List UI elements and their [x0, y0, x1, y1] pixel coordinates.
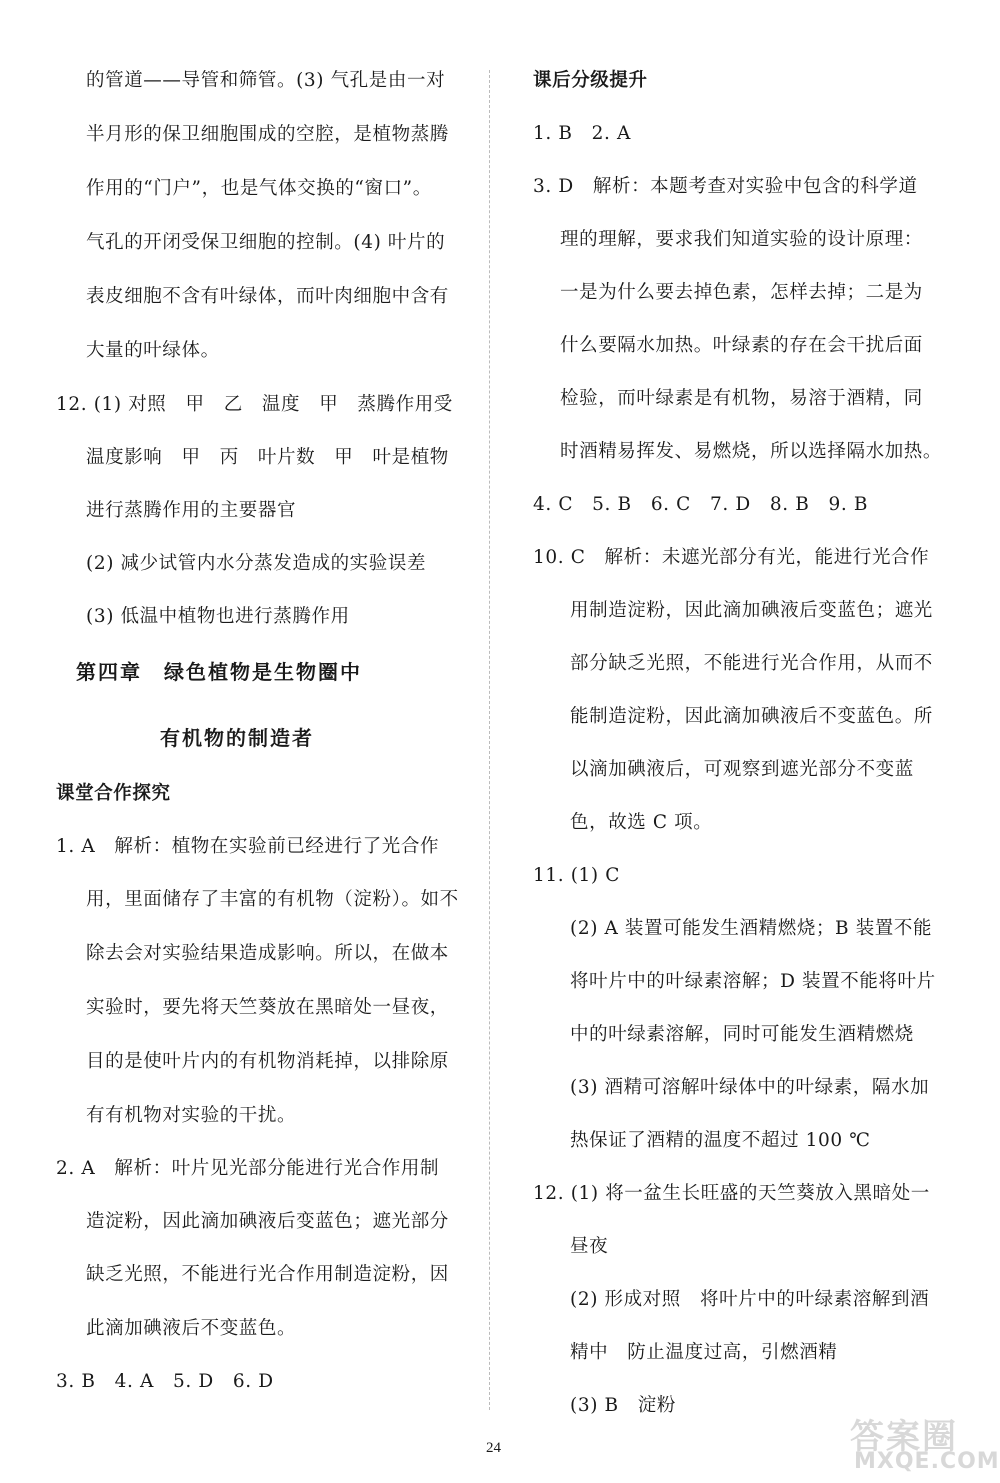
- page-number: 24: [486, 1440, 501, 1456]
- chapter-title-line-2: 有机物的制造者: [160, 726, 314, 750]
- text-line: (2) A 装置可能发生酒精燃烧；B 装置不能: [570, 918, 933, 939]
- text-line: 将叶片中的叶绿素溶解；D 装置不能将叶片: [570, 971, 936, 992]
- text-line: 精中 防止温度过高，引燃酒精: [570, 1342, 838, 1363]
- text-line: (3) 低温中植物也进行蒸腾作用: [86, 606, 350, 627]
- question-12-line: 12. (1) 对照 甲 乙 温度 甲 蒸腾作用受: [56, 394, 453, 415]
- text-line: 有有机物对实验的干扰。: [86, 1105, 297, 1126]
- text-line: (3) B 淀粉: [570, 1395, 676, 1416]
- text-line: (2) 形成对照 将叶片中的叶绿素溶解到酒: [570, 1289, 930, 1310]
- answer-line: 3. D 解析：本题考查对实验中包含的科学道: [533, 176, 918, 197]
- answer-line: 10. C 解析：未遮光部分有光，能进行光合作: [533, 547, 930, 568]
- answer-line: 12. (1) 将一盆生长旺盛的天竺葵放入黑暗处一: [533, 1183, 930, 1204]
- text-line: 昼夜: [570, 1236, 609, 1257]
- text-line: 造淀粉，因此滴加碘液后变蓝色；遮光部分: [86, 1211, 449, 1232]
- text-line: (2) 减少试管内水分蒸发造成的实验误差: [86, 553, 427, 574]
- answer-line: 1. B 2. A: [533, 123, 631, 144]
- text-line: 的管道——导管和筛管。(3) 气孔是由一对: [86, 70, 446, 91]
- watermark-logo: [842, 1409, 1000, 1479]
- text-line: 热保证了酒精的温度不超过 100 ℃: [570, 1130, 871, 1151]
- section-heading: 课后分级提升: [533, 70, 648, 91]
- watermark-top: 答案圈: [850, 1417, 958, 1457]
- text-line: 进行蒸腾作用的主要器官: [86, 500, 297, 521]
- text-line: 气孔的开闭受保卫细胞的控制。(4) 叶片的: [86, 232, 446, 253]
- text-line: 用，里面储存了丰富的有机物（淀粉）。如不: [86, 889, 459, 910]
- answer-line: 3. B 4. A 5. D 6. D: [56, 1371, 274, 1392]
- text-line: 此滴加碘液后不变蓝色。: [86, 1318, 297, 1339]
- text-line: 温度影响 甲 丙 叶片数 甲 叶是植物: [86, 447, 449, 468]
- text-line: 什么要隔水加热。叶绿素的存在会干扰后面: [560, 335, 923, 356]
- text-line: (3) 酒精可溶解叶绿体中的叶绿素，隔水加: [570, 1077, 930, 1098]
- text-line: 能制造淀粉，因此滴加碘液后不变蓝色。所: [570, 706, 933, 727]
- text-line: 以滴加碘液后，可观察到遮光部分不变蓝: [570, 759, 914, 780]
- text-line: 中的叶绿素溶解，同时可能发生酒精燃烧: [570, 1024, 914, 1045]
- chapter-title-line-1: 第四章 绿色植物是生物圈中: [76, 660, 362, 684]
- answer-line: 2. A 解析：叶片见光部分能进行光合作用制: [56, 1158, 440, 1179]
- text-line: 半月形的保卫细胞围成的空腔，是植物蒸腾: [86, 124, 449, 145]
- text-line: 检验，而叶绿素是有机物，易溶于酒精，同: [560, 388, 923, 409]
- text-line: 部分缺乏光照，不能进行光合作用，从而不: [570, 653, 933, 674]
- text-line: 表皮细胞不含有叶绿体，而叶肉细胞中含有: [86, 286, 449, 307]
- answer-line: 4. C 5. B 6. C 7. D 8. B 9. B: [533, 494, 869, 515]
- column-divider: [489, 70, 490, 1410]
- text-line: 大量的叶绿体。: [86, 340, 220, 361]
- text-line: 色，故选 C 项。: [570, 812, 713, 833]
- text-line: 实验时，要先将天竺葵放在黑暗处一昼夜，: [86, 997, 449, 1018]
- text-line: 时酒精易挥发、易燃烧，所以选择隔水加热。: [560, 441, 943, 462]
- section-heading: 课堂合作探究: [56, 783, 171, 804]
- text-line: 一是为什么要去掉色素，怎样去掉；二是为: [560, 282, 923, 303]
- text-line: 理的理解，要求我们知道实验的设计原理：: [560, 229, 923, 250]
- text-line: 缺乏光照，不能进行光合作用制造淀粉，因: [86, 1264, 449, 1285]
- watermark-bottom: MXQE.COM: [854, 1449, 1000, 1474]
- answer-line: 1. A 解析：植物在实验前已经进行了光合作: [56, 836, 440, 857]
- answer-line: 11. (1) C: [533, 865, 620, 886]
- text-line: 除去会对实验结果造成影响。所以，在做本: [86, 943, 449, 964]
- text-line: 作用的“门户”，也是气体交换的“窗口”。: [86, 178, 432, 199]
- text-line: 用制造淀粉，因此滴加碘液后变蓝色；遮光: [570, 600, 933, 621]
- text-line: 目的是使叶片内的有机物消耗掉，以排除原: [86, 1051, 449, 1072]
